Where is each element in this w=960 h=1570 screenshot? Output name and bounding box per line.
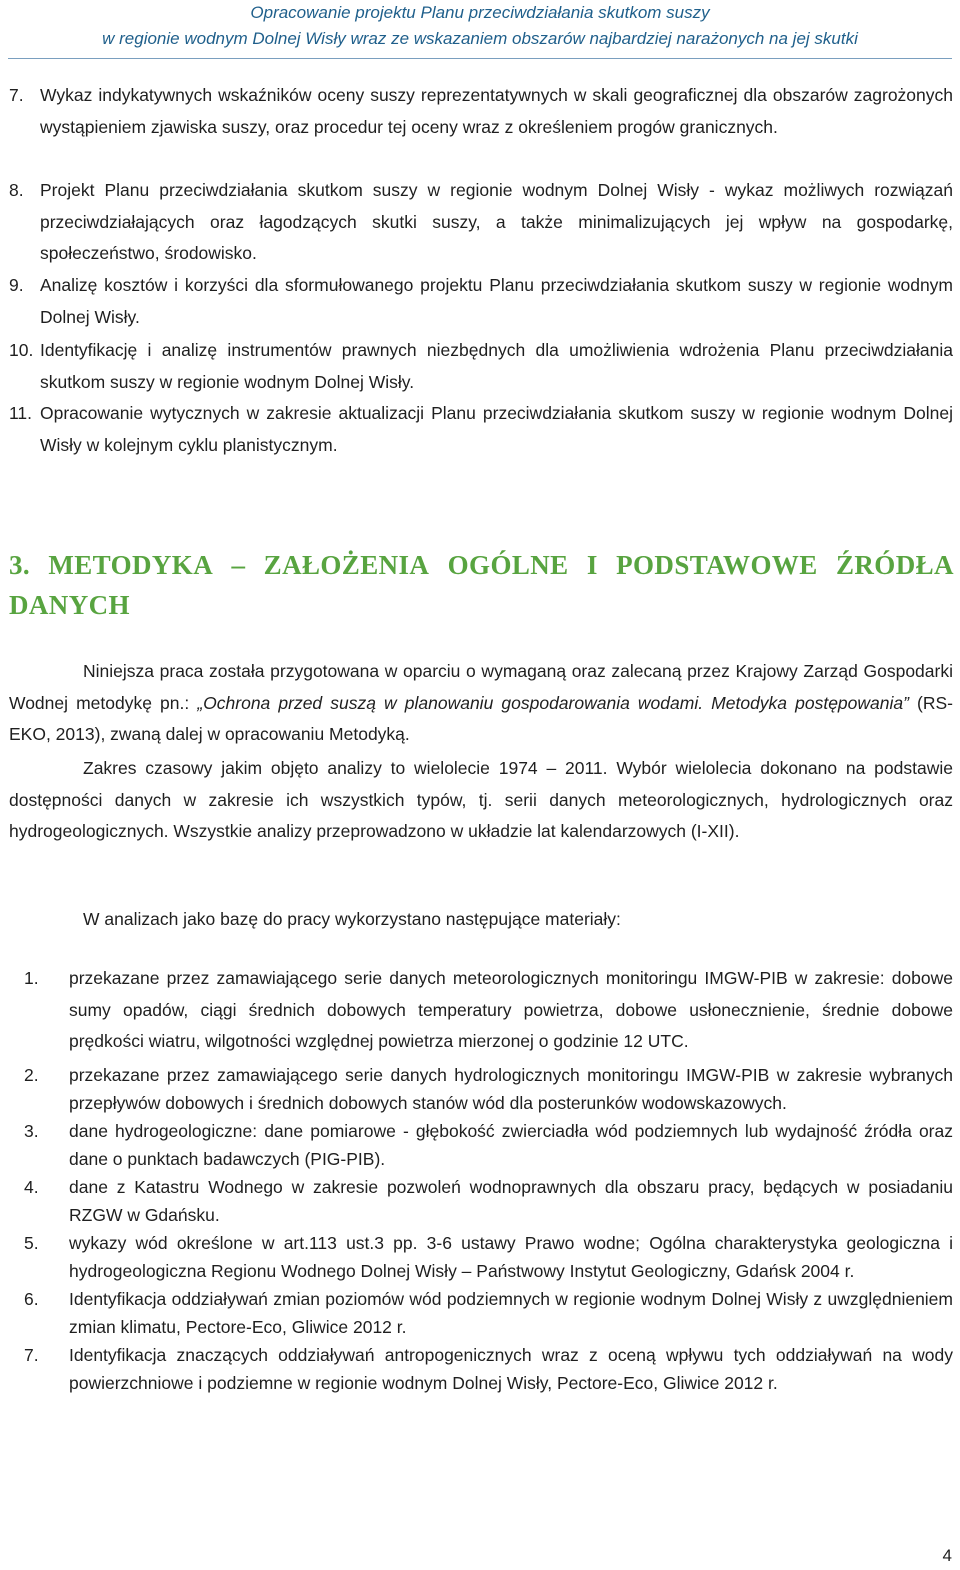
page-number: 4 [942,1546,952,1565]
list-item [9,398,953,461]
list-item-number: 3. [24,1120,39,1141]
list-item [9,175,953,270]
header-divider [8,58,952,59]
list-item [9,1061,953,1117]
paragraph-text: Niniejsza praca została przygotowana w oparciu o wymaganą oraz zalecaną przez Krajowy Zarząd Gospodarki Wodnej metodykę pn.: [9,661,953,713]
list-item-text: dane hydrogeologiczne: dane pomiarowe - głębokość zwierciadła wód podziemnych lub wydajność źródła oraz dane o punktach badawczych (PIG-PIB). [69,1120,953,1169]
list-item-text: Wykaz indykatywnych wskaźników oceny suszy reprezentatywnych w skali geograficznej dla obszarów zagrożonych wystąpieniem zjawiska suszy, oraz procedur tej oceny wraz z określeniem progów granicznych. [40,85,953,137]
paragraph-text: (RS-EKO, 2013), zwaną dalej w opracowaniu Metodyką. [9,692,954,744]
section-word: ŹRÓDŁA [836,550,954,580]
section-heading [9,545,954,625]
list-item-text: Opracowanie wytycznych w zakresie aktualizacji Planu przeciwdziałania skutkom suszy w regionie wodnym Dolnej Wisły w kolejnym cyklu planistycznym. [40,403,953,455]
running-header [0,0,960,58]
section-word: PODSTAWOWE [616,550,818,580]
list-item [9,1117,953,1173]
intro-paragraph-3 [9,904,953,936]
list-item [9,270,953,333]
paragraph-text: Zakres czasowy jakim objęto analizy to wielolecie 1974 – 2011. Wybór wielolecia dokonano na podstawie dostępności danych w zakresie ich wszystkich typów, tj. serii danych meteorologicznych, hydrologicznych oraz hydrogeologicznych. Wszystkie analizy przeprowadzono w układzie lat kalendarzowych (I-XII). [9,758,953,841]
list-item-number: 6. [24,1288,39,1309]
intro-paragraph-1 [9,656,953,751]
list-item [9,1229,953,1285]
list-item-number: 8. [9,180,24,200]
section-dash: – [231,550,246,580]
list-item-number: 5. [24,1232,39,1253]
list-item-number: 4. [24,1176,39,1197]
list-item [9,963,953,1058]
section-word: ZAŁOŻENIA [263,550,430,580]
section-word: I [586,550,598,580]
list-item-text: Identyfikacja znaczących oddziaływań antropogenicznych wraz z oceną wpływu tych oddziaływań na wody powierzchniowe i podziemne w regionie wodnym Dolnej Wisły, Pectore-Eco, Gliwice 2012 r. [69,1344,953,1393]
intro-paragraph-2 [9,753,953,848]
list-item-number: 11. [9,403,33,423]
list-item-text: dane z Katastru Wodnego w zakresie pozwoleń wodnoprawnych dla obszaru pracy, będących w posiadaniu RZGW w Gdańsku. [69,1176,953,1225]
list-item-number: 9. [9,275,24,295]
section-word: DANYCH [9,590,130,620]
list-item [9,1173,953,1229]
list-item [9,1285,953,1341]
methodology-title: „Ochrona przed suszą w planowaniu gospodarowania wodami. Metodyka postępowania” [197,692,909,713]
list-item-text: Projekt Planu przeciwdziałania skutkom suszy w regionie wodnym Dolnej Wisły - wykaz możliwych rozwiązań przeciwdziałających oraz łagodzących skutki suszy, a także minimalizujących jej wpływ na gospodarkę, społeczeństwo, środowisko. [40,180,953,263]
section-number: 3. [9,550,31,580]
section-word: METODYKA [48,550,214,580]
list-item [9,335,953,398]
list-item-number: 10. [9,340,34,360]
list-item-number: 2. [24,1064,39,1085]
list-item-text: Analizę kosztów i korzyści dla sformułowanego projektu Planu przeciwdziałania skutkom suszy w regionie wodnym Dolnej Wisły. [40,275,953,327]
list-item-number: 7. [9,85,24,105]
list-item-text: przekazane przez zamawiającego serie danych hydrologicznych monitoringu IMGW-PIB w zakresie wybranych przepływów dobowych i średnich dobowych stanów wód dla posterunków wodowskazowych. [69,1064,953,1113]
list-item [9,1341,953,1397]
header-line-1: Opracowanie projektu Planu przeciwdziałania skutkom suszy [250,3,710,22]
header-line-2: w regionie wodnym Dolnej Wisły wraz ze wskazaniem obszarów najbardziej narażonych na jej skutki [102,29,858,48]
list-item-text: przekazane przez zamawiającego serie danych meteorologicznych monitoringu IMGW-PIB w zakresie: dobowe sumy opadów, ciągi średnich dobowych temperatury powietrza, dobowe usłonecznienie, średnie dobowe prędkości wiatru, wilgotności względnej powietrza mierzonej o godzinie 12 UTC. [69,968,953,1051]
materials-list [9,963,953,1397]
list-item-text: Identyfikację i analizę instrumentów prawnych niezbędnych dla umożliwienia wdrożenia Planu przeciwdziałania skutkom suszy w regionie wodnym Dolnej Wisły. [40,340,953,392]
list-item-text: Identyfikacja oddziaływań zmian poziomów wód podziemnych w regionie wodnym Dolnej Wisły z uwzględnieniem zmian klimatu, Pectore-Eco, Gliwice 2012 r. [69,1288,953,1337]
list-item [9,80,953,143]
list-item-number: 7. [24,1344,39,1365]
list-item-number: 1. [24,968,39,988]
list-item-text: wykazy wód określone w art.113 ust.3 pp. 3-6 ustawy Prawo wodne; Ogólna charakterystyka geologiczna i hydrogeologiczna Regionu Wodnego Dolnej Wisły – Państwowy Instytut Geologiczny, Gdańsk 2004 r. [69,1232,953,1281]
section-word: OGÓLNE [447,550,569,580]
paragraph-text: W analizach jako bazę do pracy wykorzystano następujące materiały: [83,909,621,929]
